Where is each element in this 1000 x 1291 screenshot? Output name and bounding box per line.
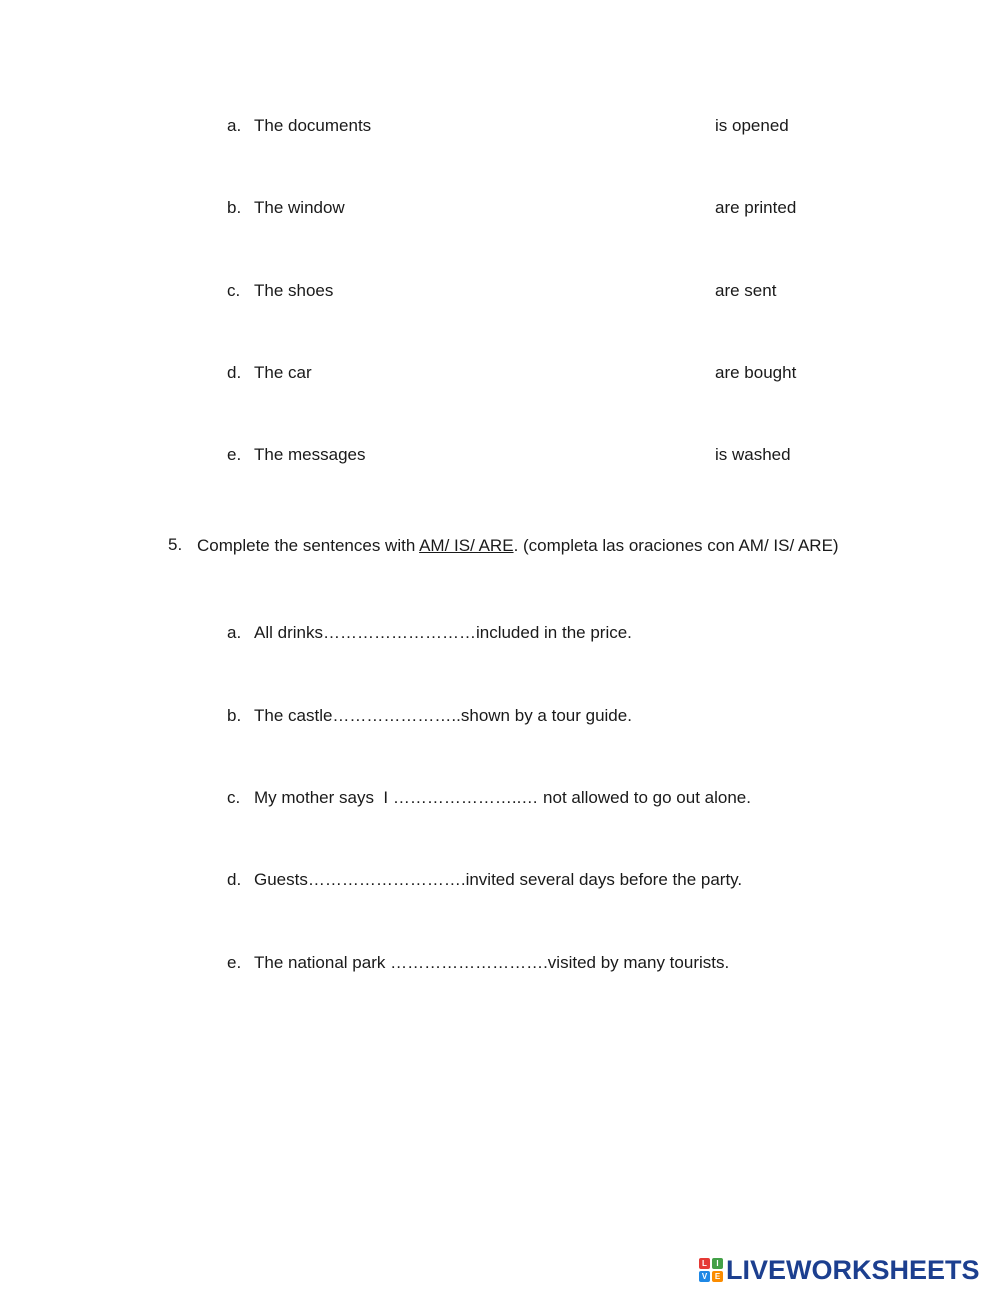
sentence-letter-c: c.	[227, 788, 241, 807]
sentence-c: My mother says I …………………..… not allowed to go out alone.	[254, 788, 751, 807]
sentence-a: All drinks………………………included in the price.	[254, 623, 632, 642]
liveworksheets-logo	[699, 1257, 980, 1283]
matching-letter-c: c.	[227, 281, 241, 300]
matching-letter-d: d.	[227, 363, 242, 382]
logo-tile-l: L	[699, 1258, 710, 1269]
logo-text: LIVEWORKSHEETS	[726, 1255, 980, 1285]
question-number: 5.	[168, 535, 183, 554]
sentence-letter-b: b.	[227, 706, 242, 725]
logo-tile-i: I	[712, 1258, 723, 1269]
sentence-d: Guests……………………….invited several days before the party.	[254, 870, 743, 889]
matching-subject-e: The messages	[254, 445, 366, 464]
matching-verb-c: are sent	[715, 281, 777, 300]
logo-tiles-icon	[699, 1258, 723, 1282]
matching-verb-a: is opened	[715, 116, 789, 135]
matching-verb-b: are printed	[715, 198, 797, 217]
matching-subject-a: The documents	[254, 116, 372, 135]
sentence-b: The castle…………………..shown by a tour guide.	[254, 706, 632, 725]
instruction-underlined: AM/ IS/ ARE	[419, 536, 514, 555]
instruction-prefix: Complete the sentences with	[197, 536, 420, 555]
matching-verb-e: is washed	[715, 445, 791, 464]
matching-letter-b: b.	[227, 198, 242, 217]
logo-tile-v: V	[699, 1271, 710, 1282]
matching-verb-d: are bought	[715, 363, 797, 382]
instruction-suffix: . (completa las oraciones con AM/ IS/ ARE)	[513, 536, 839, 555]
matching-letter-e: e.	[227, 445, 242, 464]
question-instruction	[197, 535, 847, 556]
matching-subject-d: The car	[254, 363, 312, 382]
sentence-letter-a: a.	[227, 623, 242, 642]
matching-subject-b: The window	[254, 198, 345, 217]
sentence-letter-d: d.	[227, 870, 242, 889]
matching-subject-c: The shoes	[254, 281, 334, 300]
logo-tile-e: E	[712, 1271, 723, 1282]
sentence-e: The national park ……………………….visited by many tourists.	[254, 953, 730, 972]
sentence-letter-e: e.	[227, 953, 242, 972]
matching-letter-a: a.	[227, 116, 242, 135]
